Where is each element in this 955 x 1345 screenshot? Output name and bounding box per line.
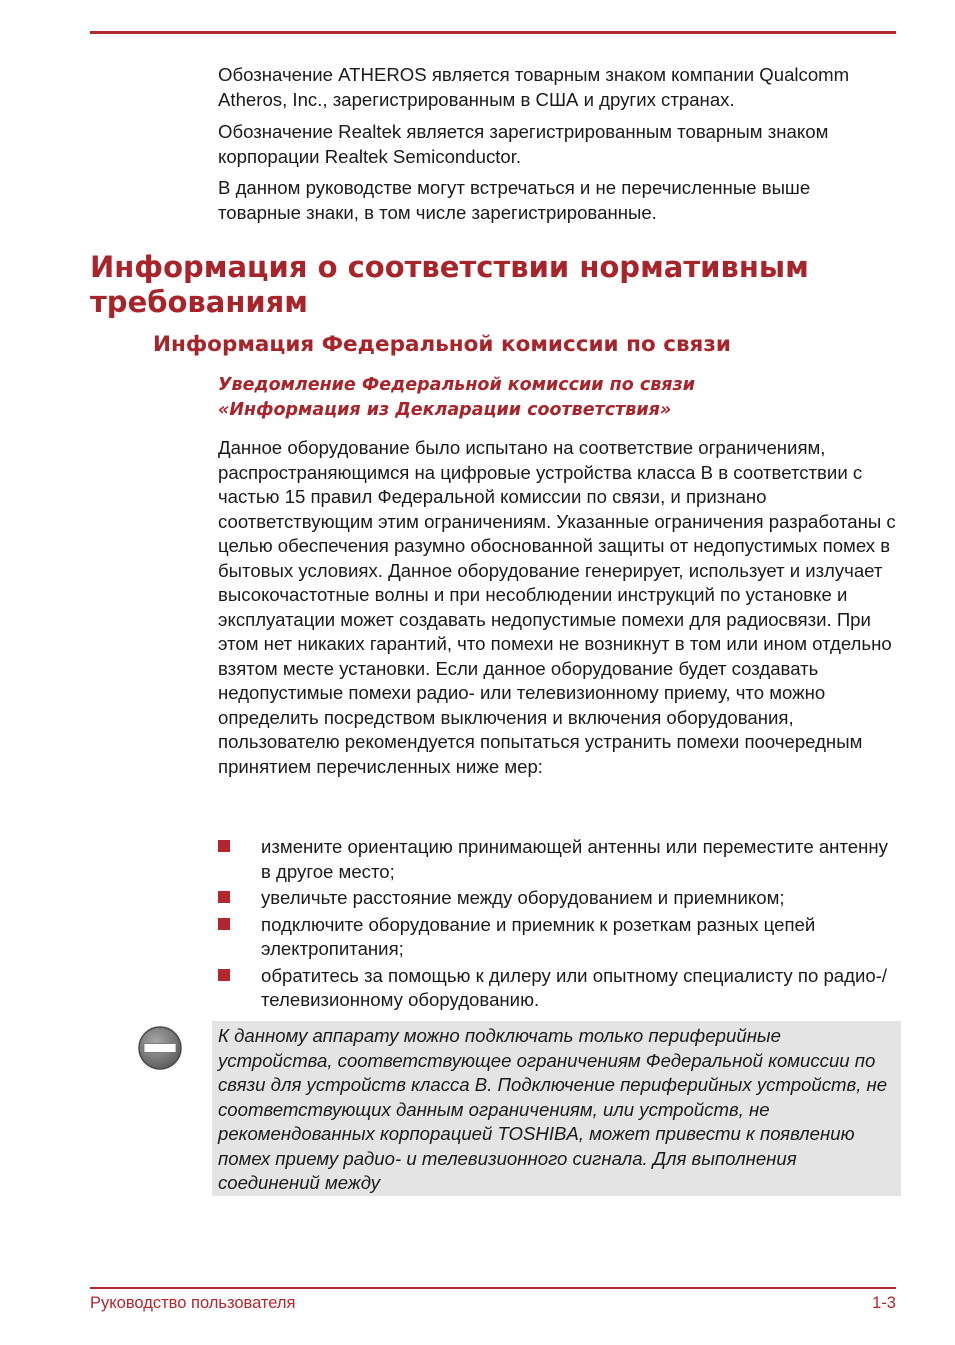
- bullet-square-icon: [218, 918, 230, 930]
- top-rule: [90, 31, 896, 34]
- no-entry-icon: [137, 1025, 183, 1071]
- bullet-square-icon: [218, 891, 230, 903]
- list-item: [218, 886, 898, 911]
- subsubtitle-line-1: Уведомление Федеральной комиссии по связи: [218, 375, 695, 395]
- intro-paragraph-atheros: Обозначение ATHEROS является товарным знаком компании Qualcomm Atheros, Inc., зарегистрированным в США и других странах.: [218, 64, 850, 110]
- list-item-text: обратитесь за помощью к дилеру или опытному специалисту по радио-/телевизионному оборудованию.: [261, 964, 888, 1010]
- bottom-rule: [90, 1287, 896, 1289]
- section-subsubtitle: [218, 373, 695, 423]
- bullet-square-icon: [218, 840, 230, 852]
- subsubtitle-line-2: «Информация из Декларации соответствия»: [218, 400, 672, 420]
- list-item: [218, 964, 898, 1013]
- recommendation-list: [218, 835, 898, 1015]
- list-item: [218, 913, 898, 962]
- note-text: К данному аппарату можно подключать только периферийные устройства, соответствующее ограничениям Федеральной комиссии по связи для устройств класса B. Подключение периферийных устройств, не соответствующих данным ограничениям, или устройств, не рекомендованных корпорацией TOSHIBA, может привести к появлению помех приему радио- и телевизионного сигнала. Для выполнения соединений между: [218, 1025, 888, 1193]
- list-item-text: подключите оборудование и приемник к розеткам разных цепей электропитания;: [261, 913, 816, 959]
- list-item: [218, 835, 898, 884]
- bullet-square-icon: [218, 969, 230, 981]
- intro-paragraph-other-marks: В данном руководстве могут встречаться и не перечисленные выше товарные знаки, в том числе зарегистрированные.: [218, 177, 811, 223]
- section-title: Информация о соответствии нормативным требованиям: [90, 250, 809, 319]
- list-item-text: измените ориентацию принимающей антенны или переместите антенну в другое место;: [261, 836, 888, 882]
- intro-paragraph-realtek: Обозначение Realtek является зарегистрированным товарным знаком корпорации Realtek Semiconductor.: [218, 121, 829, 167]
- section-subtitle: Информация Федеральной комиссии по связи: [153, 332, 731, 357]
- footer-manual-title: Руководство пользователя: [90, 1294, 296, 1312]
- list-item-text: увеличьте расстояние между оборудованием и приемником;: [261, 887, 785, 908]
- footer-page-number: 1-3: [872, 1294, 896, 1312]
- fcc-main-paragraph: Данное оборудование было испытано на соответствие ограничениям, распространяющимся на цифровые устройства класса B в соответствии с частью 15 правил Федеральной комиссии по связи, и признано соответствующим этим ограничениям. Указанные ограничения разработаны с целью обеспечения разумно обоснованной защиты от недопустимых помех в бытовых условиях. Данное оборудование генерирует, использует и излучает высокочастотные волны и при несоблюдении инструкций по установке и эксплуатации может создавать недопустимые помехи для радиосвязи. При этом нет никаких гарантий, что помехи не возникнут в том или ином отдельно взятом месте установки. Если данное оборудование будет создавать недопустимые помехи радио- или телевизионному приему, что можно определить посредством выключения и включения оборудования, пользователю рекомендуется попытаться устранить помехи поочередным принятием перечисленных ниже мер:: [218, 437, 896, 777]
